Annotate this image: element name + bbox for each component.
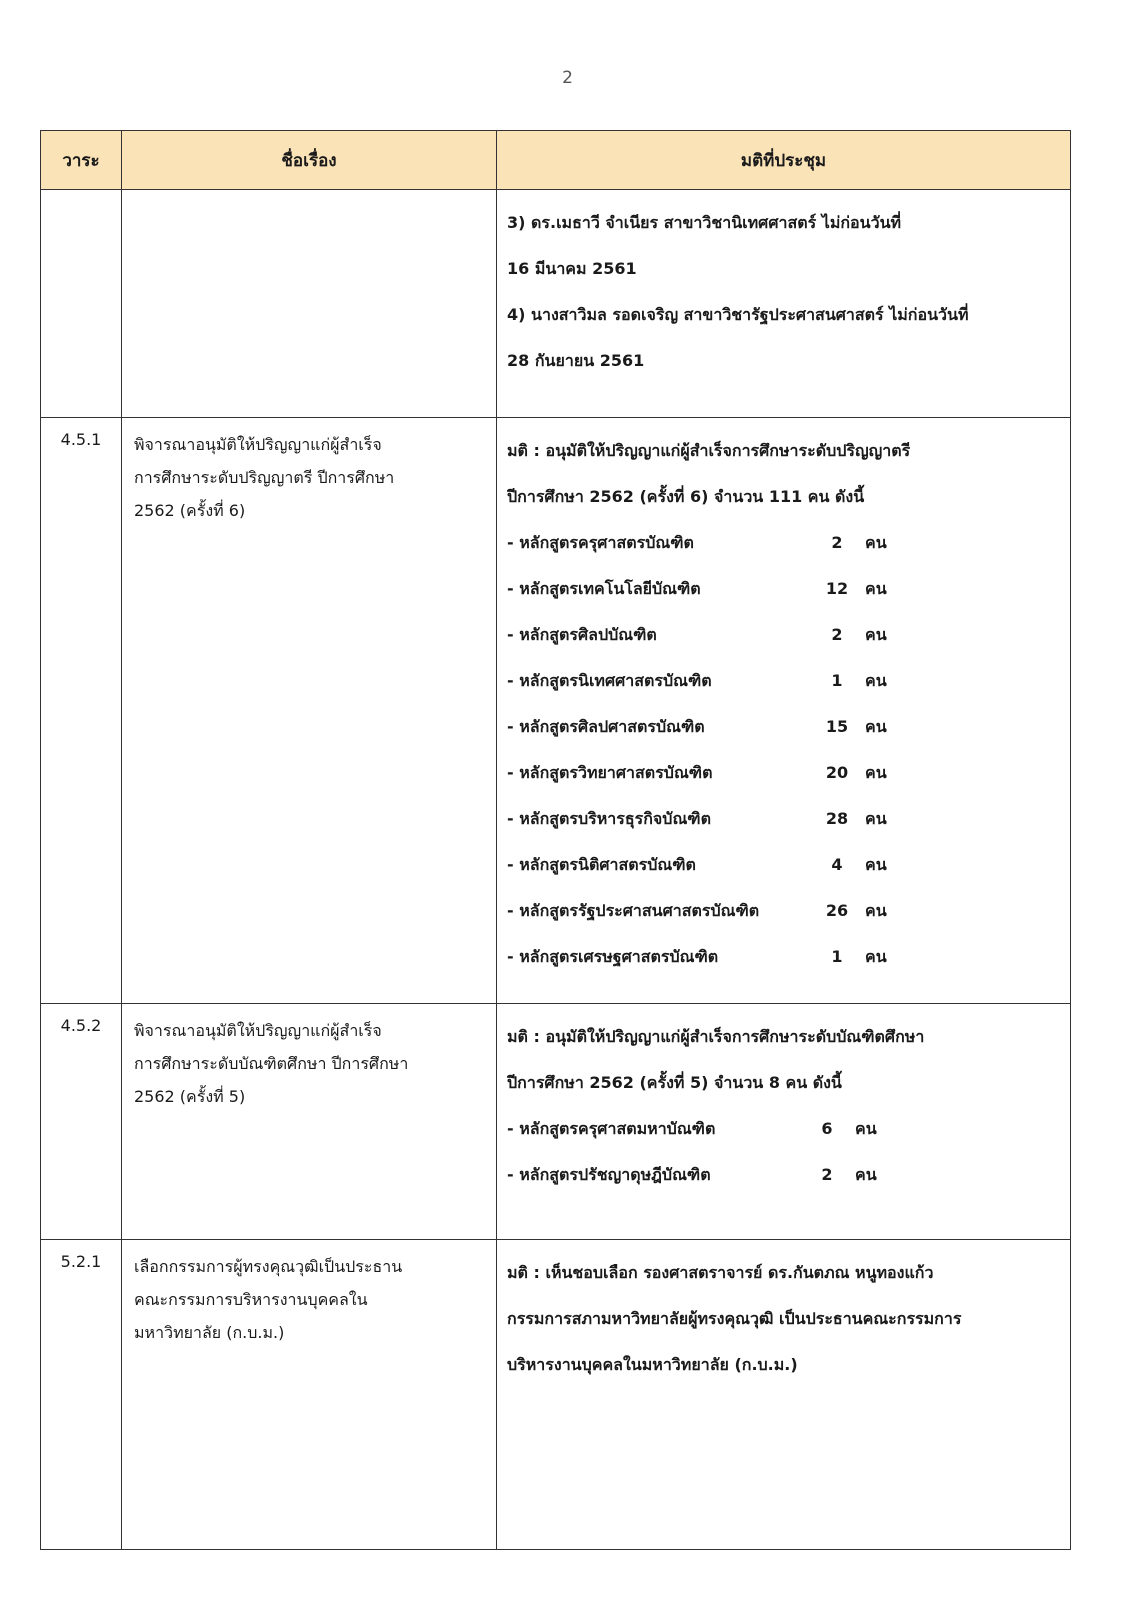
topic-cell	[122, 418, 497, 1004]
resolution-line: 16 มีนาคม 2561	[507, 259, 637, 278]
program-name: - หลักสูตรนิติศาสตรบัณฑิต	[507, 855, 696, 874]
agenda-cell: 4.5.1	[41, 418, 122, 1004]
resolution-line: บริหารงานบุคคลในมหาวิทยาลัย (ก.บ.ม.)	[507, 1355, 798, 1374]
table-header-row	[41, 131, 1071, 190]
program-item	[507, 704, 1064, 750]
program-unit: คน	[855, 1119, 877, 1138]
topic-line: 2562 (ครั้งที่ 6)	[134, 501, 246, 520]
program-item	[507, 1152, 1064, 1198]
topic-line: คณะกรรมการบริหารงานบุคคลใน	[134, 1290, 368, 1309]
resolution-line: กรรมการสภามหาวิทยาลัยผู้ทรงคุณวุฒิ เป็นประธานคณะกรรมการ	[507, 1309, 962, 1328]
program-name: - หลักสูตรศิลปบัณฑิต	[507, 625, 657, 644]
program-count: 6	[821, 1119, 833, 1138]
resolution-line: มติ : อนุมัติให้ปริญญาแก่ผู้สำเร็จการศึกษาระดับปริญญาตรี	[507, 441, 911, 460]
program-item	[507, 888, 1064, 934]
program-unit: คน	[865, 855, 887, 874]
table-row	[41, 1004, 1071, 1240]
minutes-table	[40, 130, 1071, 1550]
program-count: 2	[831, 625, 843, 644]
resolution-line: ปีการศึกษา 2562 (ครั้งที่ 6) จำนวน 111 คน ดังนี้	[507, 487, 865, 506]
header-agenda: วาระ	[41, 131, 122, 190]
program-unit: คน	[855, 1165, 877, 1184]
program-name: - หลักสูตรรัฐประศาสนศาสตรบัณฑิต	[507, 901, 760, 920]
topic-cell	[122, 1240, 497, 1550]
resolution-line: มติ : เห็นชอบเลือก รองศาสตราจารย์ ดร.กันตภณ หนูทองแก้ว	[507, 1263, 934, 1282]
program-count: 1	[831, 671, 843, 690]
program-unit: คน	[865, 533, 887, 552]
program-name: - หลักสูตรศิลปศาสตรบัณฑิต	[507, 717, 705, 736]
agenda-cell: 4.5.2	[41, 1004, 122, 1240]
program-count: 4	[831, 855, 843, 874]
program-item	[507, 658, 1064, 704]
program-count: 12	[825, 579, 849, 598]
program-name: - หลักสูตรเทคโนโลยีบัณฑิต	[507, 579, 701, 598]
topic-line: การศึกษาระดับบัณฑิตศึกษา ปีการศึกษา	[134, 1054, 409, 1073]
program-name: - หลักสูตรนิเทศศาสตรบัณฑิต	[507, 671, 712, 690]
topic-cell	[122, 190, 497, 418]
table-row	[41, 1240, 1071, 1550]
resolution-line: 3) ดร.เมธาวี จำเนียร สาขาวิชานิเทศศาสตร์ ไม่ก่อนวันที่	[507, 213, 902, 232]
resolution-line: 28 กันยายน 2561	[507, 351, 645, 370]
table-row	[41, 190, 1071, 418]
header-topic: ชื่อเรื่อง	[122, 131, 497, 190]
program-unit: คน	[865, 579, 887, 598]
program-unit: คน	[865, 625, 887, 644]
resolution-line: 4) นางสาวิมล รอดเจริญ สาขาวิชารัฐประศาสนศาสตร์ ไม่ก่อนวันที่	[507, 305, 969, 324]
program-item	[507, 934, 1064, 980]
program-count: 28	[825, 809, 849, 828]
program-item	[507, 750, 1064, 796]
program-unit: คน	[865, 763, 887, 782]
topic-line: การศึกษาระดับปริญญาตรี ปีการศึกษา	[134, 468, 395, 487]
program-item	[507, 566, 1064, 612]
program-unit: คน	[865, 901, 887, 920]
resolution-cell	[497, 190, 1071, 418]
topic-line: เลือกกรรมการผู้ทรงคุณวุฒิเป็นประธาน	[134, 1257, 403, 1276]
resolution-line: มติ : อนุมัติให้ปริญญาแก่ผู้สำเร็จการศึกษาระดับบัณฑิตศึกษา	[507, 1027, 925, 1046]
table-row	[41, 418, 1071, 1004]
program-name: - หลักสูตรปรัชญาดุษฎีบัณฑิต	[507, 1165, 711, 1184]
program-count: 1	[831, 947, 843, 966]
program-count: 2	[821, 1165, 833, 1184]
program-unit: คน	[865, 947, 887, 966]
agenda-cell: 5.2.1	[41, 1240, 122, 1550]
topic-cell	[122, 1004, 497, 1240]
program-unit: คน	[865, 671, 887, 690]
program-count: 26	[825, 901, 849, 920]
topic-line: 2562 (ครั้งที่ 5)	[134, 1087, 246, 1106]
resolution-cell	[497, 1004, 1071, 1240]
page-number: 2	[562, 68, 573, 88]
program-name: - หลักสูตรวิทยาศาสตรบัณฑิต	[507, 763, 713, 782]
program-item	[507, 520, 1064, 566]
resolution-cell	[497, 1240, 1071, 1550]
topic-line: มหาวิทยาลัย (ก.บ.ม.)	[134, 1323, 285, 1342]
topic-line: พิจารณาอนุมัติให้ปริญญาแก่ผู้สำเร็จ	[134, 1021, 382, 1040]
program-name: - หลักสูตรบริหารธุรกิจบัณฑิต	[507, 809, 711, 828]
header-resolution: มติที่ประชุม	[497, 131, 1071, 190]
program-item	[507, 1106, 1064, 1152]
program-name: - หลักสูตรครุศาสตมหาบัณฑิต	[507, 1119, 716, 1138]
topic-line: พิจารณาอนุมัติให้ปริญญาแก่ผู้สำเร็จ	[134, 435, 382, 454]
program-item	[507, 796, 1064, 842]
resolution-line: ปีการศึกษา 2562 (ครั้งที่ 5) จำนวน 8 คน ดังนี้	[507, 1073, 842, 1092]
program-unit: คน	[865, 717, 887, 736]
program-count: 2	[831, 533, 843, 552]
agenda-cell	[41, 190, 122, 418]
resolution-cell	[497, 418, 1071, 1004]
program-item	[507, 842, 1064, 888]
program-unit: คน	[865, 809, 887, 828]
program-name: - หลักสูตรเศรษฐศาสตรบัณฑิต	[507, 947, 719, 966]
program-item	[507, 612, 1064, 658]
program-count: 15	[825, 717, 849, 736]
program-name: - หลักสูตรครุศาสตรบัณฑิต	[507, 533, 694, 552]
program-count: 20	[825, 763, 849, 782]
